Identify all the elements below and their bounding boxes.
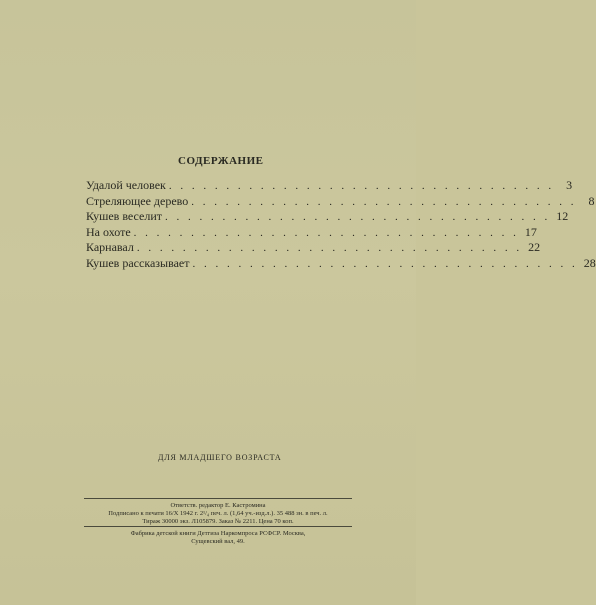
publisher-block: [84, 530, 352, 546]
toc-entry: [86, 255, 596, 272]
toc-entry-title: Карнавал: [86, 240, 134, 254]
toc-entry-title: Стреляющее дерево: [86, 193, 189, 208]
toc-entry-title: Кушев веселит: [86, 209, 163, 223]
imprint-circulation: Тираж 30000 экз. Л105879. Заказ № 2211. Цена 70 коп.: [142, 518, 294, 525]
toc-entry-page: 12: [556, 209, 569, 223]
toc-entry-page: 22: [528, 240, 541, 254]
toc-leader: . . . . . . . . . . . . . . . . . . . . . . . . . . . . . . . . . .: [165, 211, 551, 223]
imprint-factory: Фабрика детской книги Детгиза Наркомпроса РСФСР. Москва,: [130, 530, 306, 537]
imprint-address: Сущевский вал, 49.: [191, 538, 245, 545]
imprint-print-line: Подписано к печати 16/X 1942 г. 2¹/₄ печ. л. (1,64 уч.-изд.л.). 35 488 зн. в печ. л.: [108, 510, 328, 517]
toc-entry: [86, 240, 541, 256]
toc-entry: [86, 193, 595, 210]
toc-leader: . . . . . . . . . . . . . . . . . . . . . . . . . . . . . . . . . .: [168, 180, 555, 192]
toc-entry-page: 3: [566, 178, 573, 192]
toc-leader: . . . . . . . . . . . . . . . . . . . . . . . . . . . . . . . . . .: [191, 195, 577, 208]
toc-leader: . . . . . . . . . . . . . . . . . . . . . . . . . . . . . . . . . .: [192, 257, 578, 270]
imprint-block: [84, 502, 352, 526]
audience-note: ДЛЯ МЛАДШЕГО ВОЗРАСТА: [158, 453, 282, 462]
toc-entry: [86, 224, 537, 241]
contents-heading: СОДЕРЖАНИЕ: [178, 155, 264, 167]
toc-entry-title: Удалой человек: [86, 178, 166, 192]
toc-entry: [86, 209, 569, 225]
imprint-bottom-rule: [84, 526, 352, 527]
toc-entry-title: Кушев рассказывает: [86, 255, 190, 270]
imprint-editor: Ответств. редактор Е. Кастромина: [170, 502, 266, 509]
toc-leader: . . . . . . . . . . . . . . . . . . . . . . . . . . . . . . . . . .: [133, 226, 519, 239]
toc-entry-page: 28: [583, 255, 596, 270]
imprint-top-rule: [84, 498, 352, 499]
toc-entry-title: На охоте: [86, 224, 131, 239]
toc-entry: [86, 178, 573, 194]
toc-entry-page: 8: [588, 193, 595, 208]
toc-leader: . . . . . . . . . . . . . . . . . . . . . . . . . . . . . . . . . .: [136, 242, 523, 254]
toc-entry-page: 17: [524, 224, 537, 239]
table-of-contents: [86, 178, 596, 271]
